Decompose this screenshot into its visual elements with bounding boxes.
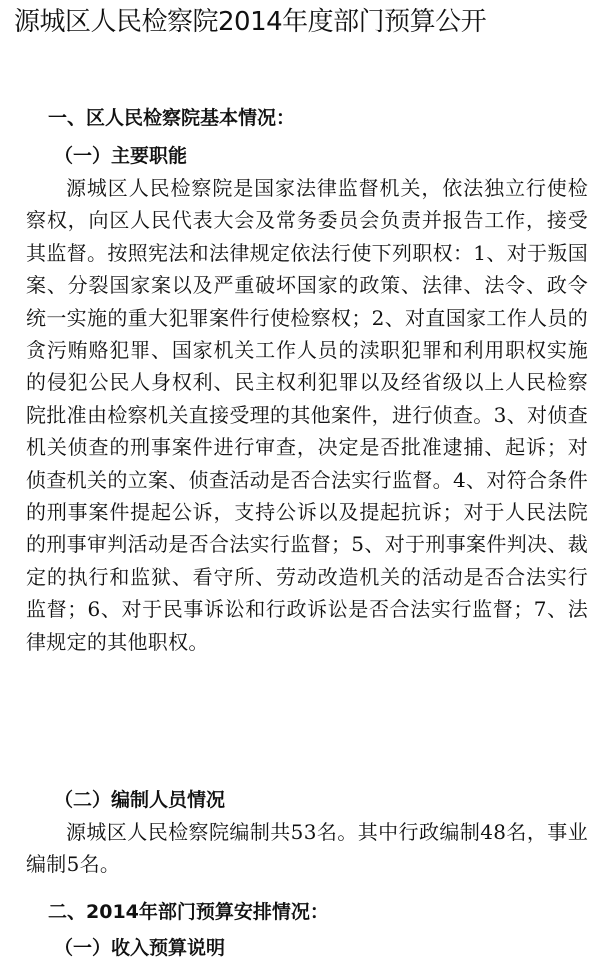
section-2-1-heading: （一）收入预算说明 — [54, 937, 226, 959]
section-1-2-paragraph: 源城区人民检察院编制共53名。其中行政编制48名，事业编制5名。 — [26, 820, 588, 877]
document-title: 源城区人民检察院2014年度部门预算公开 — [14, 7, 487, 37]
section-1-2-heading: （二）编制人员情况 — [54, 789, 226, 811]
section-1-1-paragraph: 源城区人民检察院是国家法律监督机关，依法独立行使检察权，向区人民代表大会及常务委员会负责并报告工作，接受其监督。按照宪法和法律规定依法行使下列职权：1、对于叛国案、分裂国家案以及严重破坏国家的政策、法律、法令、政令统一实施的重大犯罪案件行使检察权；2、对直国家工作人员的贪污贿赂犯罪、国家机关工作人员的渎职犯罪和利用职权实施的侵犯公民人身权利、民主权利犯罪以及经省级以上人民检察院批准由检察机关直接受理的其他案件，进行侦查。3、对侦查机关侦查的刑事案件进行审查，决定是否批准逮捕、起诉；对侦查机关的立案、侦查活动是否合法实行监督。4、对符合条件的刑事案件提起公诉，支持公诉以及提起抗诉；对于人民法院的刑事审判活动是否合法实行监督；5、对于刑事案件判决、裁定的执行和监狱、看守所、劳动改造机关的活动是否合法实行监督；6、对于民事诉讼和行政诉讼是否合法实行监督；7、法律规定的其他职权。 — [26, 176, 588, 654]
section-2-heading: 二、2014年部门预算安排情况： — [48, 901, 329, 923]
section-1-1-heading: （一）主要职能 — [54, 145, 188, 167]
section-1-heading: 一、区人民检察院基本情况： — [48, 107, 296, 129]
